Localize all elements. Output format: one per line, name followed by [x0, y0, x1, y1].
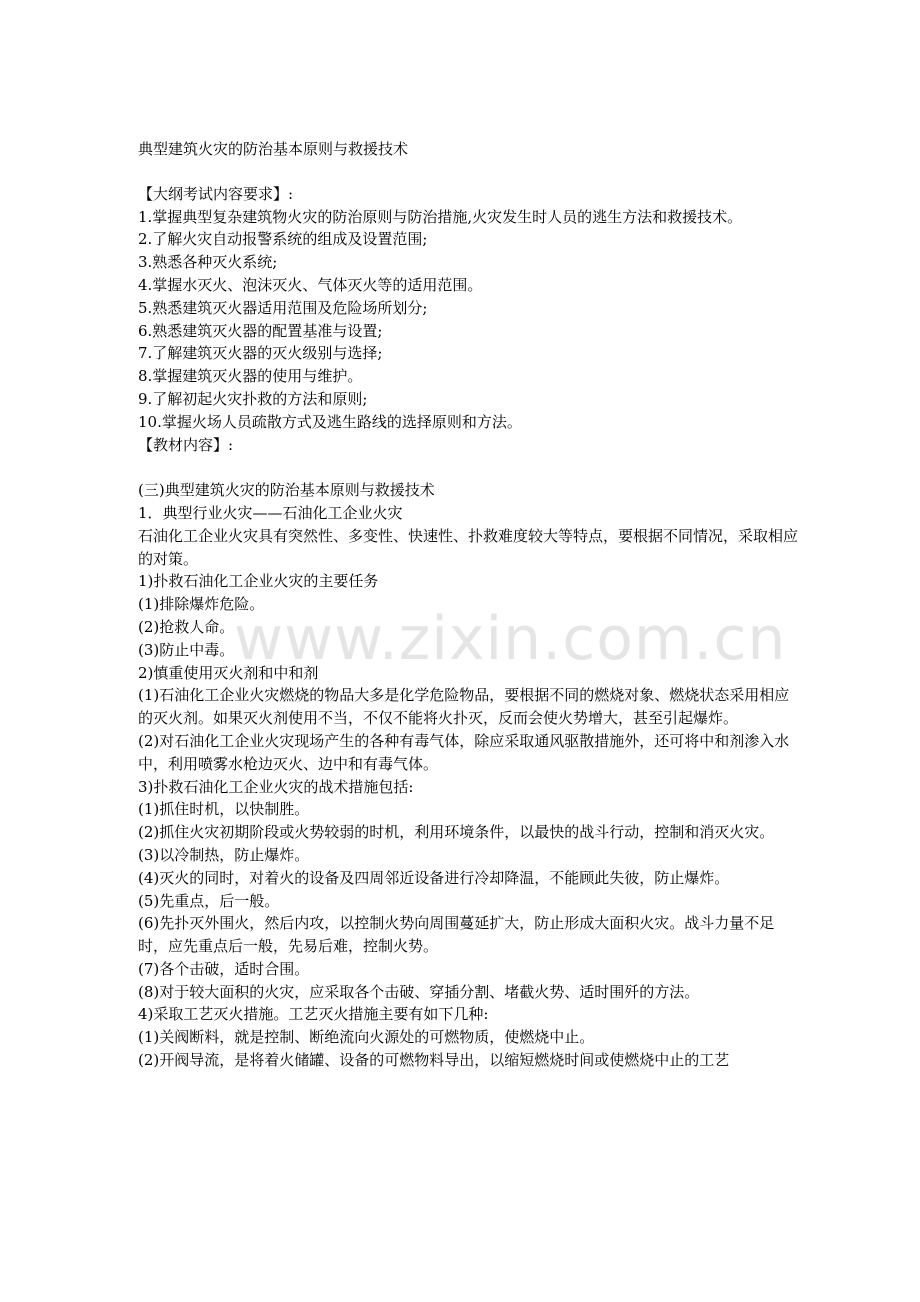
outline-item: 4.掌握水灭火、泡沫灭火、气体灭火等的适用范围。 [138, 275, 483, 294]
task-item: (3)防止中毒。 [138, 640, 235, 659]
task-heading: 1)扑救石油化工企业火灾的主要任务 [138, 572, 379, 591]
outline-item: 10.掌握火场人员疏散方式及逃生路线的选择原则和方法。 [138, 412, 522, 431]
document-title: 典型建筑火灾的防治基本原则与救援技术 [138, 140, 409, 158]
process-item: (2)开阀导流，是将着火储罐、设备的可燃物料导出，以缩短燃烧时间或使燃烧中止的工艺 [138, 1051, 730, 1070]
tactic-item: (4)灭火的同时，对着火的设备及四周邻近设备进行冷却降温，不能顾此失彼，防止爆炸。 [138, 868, 730, 887]
tactic-item: (3)以冷制热，防止爆炸。 [138, 845, 310, 864]
task-item: (1)排除爆炸危险。 [138, 595, 265, 614]
outline-item: 6.熟悉建筑灭火器的配置基准与设置; [138, 321, 383, 340]
outline-item: 3.熟悉各种灭火系统; [138, 253, 278, 272]
tactic-heading: 3)扑救石油化工企业火灾的战术措施包括: [138, 777, 414, 796]
outline-item: 7.了解建筑灭火器的灭火级别与选择; [138, 344, 383, 363]
outline-item: 2.了解火灾自动报警系统的组成及设置范围; [138, 230, 428, 249]
task-item: (2)抢救人命。 [138, 617, 235, 636]
section-title: (三)典型建筑火灾的防治基本原则与救援技术 [138, 481, 435, 500]
agent-paragraph: (2)对石油化工企业火灾现场产生的各种有毒气体，除应采取通风驱散措施外，还可将中和剂渗入水中，利用喷雾水枪边灭火、边中和有毒气体。 [138, 731, 790, 773]
outline-item: 8.掌握建筑灭火器的使用与维护。 [138, 367, 363, 386]
tactic-item: (2)抓住火灾初期阶段或火势较弱的时机，利用环境条件，以最快的战斗行动，控制和消灭火灾。 [138, 823, 775, 842]
agent-heading: 2)慎重使用灭火剂和中和剂 [138, 663, 319, 682]
tactic-item: (7)各个击破，适时合围。 [138, 959, 310, 978]
tactic-item: (1)抓住时机，以快制胜。 [138, 800, 310, 819]
subsection-heading: 1．典型行业火灾——石油化工企业火灾 [138, 503, 403, 522]
outline-heading: 【大纲考试内容要求】: [138, 184, 294, 203]
agent-paragraph: (1)石油化工企业火灾燃烧的物品大多是化学危险物品，要根据不同的燃烧对象、燃烧状态采用相应的灭火剂。如果灭火剂使用不当，不仅不能将火扑灭，反而会使火势增大，甚至引起爆炸。 [138, 686, 790, 728]
tactic-item: (5)先重点，后一般。 [138, 891, 280, 910]
outline-item: 5.熟悉建筑灭火器适用范围及危险场所划分; [138, 298, 428, 317]
outline-item: 1.掌握典型复杂建筑物火灾的防治原则与防治措施,火灾发生时人员的逃生方法和救援技术。 [138, 207, 743, 226]
material-heading: 【教材内容】: [138, 435, 234, 454]
blank-line [138, 456, 798, 479]
tactic-item: (8)对于较大面积的火灾，应采取各个击破、穿插分割、堵截火势、适时围歼的方法。 [138, 982, 700, 1001]
process-item: (1)关阀断料，就是控制、断绝流向火源处的可燃物质，使燃烧中止。 [138, 1028, 595, 1047]
watermark: www.zixin.com.cn [234, 604, 787, 674]
outline-item: 9.了解初起火灾扑救的方法和原则; [138, 389, 368, 408]
document-body [138, 138, 798, 1072]
intro-paragraph: 石油化工企业火灾具有突然性、多变性、快速性、扑救难度较大等特点，要根据不同情况，采取相应的对策。 [138, 526, 799, 568]
tactic-item: (6)先扑灭外围火，然后内攻，以控制火势向周围蔓延扩大，防止形成大面积火灾。战斗力量不足时，应先重点后一般，先易后难，控制火势。 [138, 914, 775, 956]
process-heading: 4)采取工艺灭火措施。工艺灭火措施主要有如下几种: [138, 1005, 489, 1024]
